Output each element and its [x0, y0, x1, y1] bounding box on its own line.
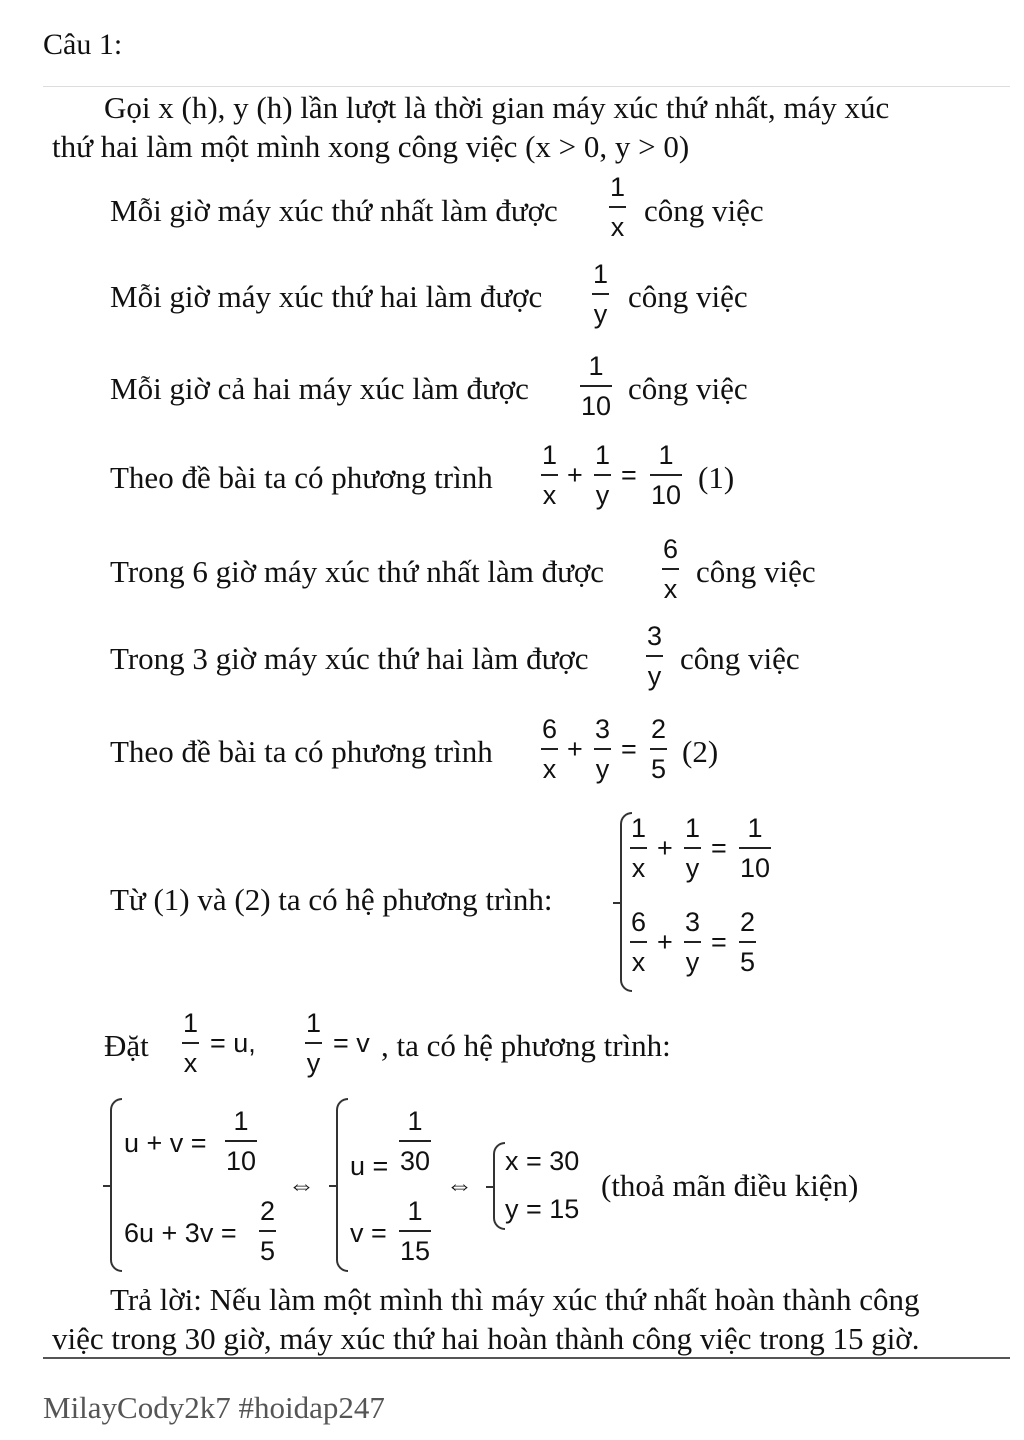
result-x: x = 30	[505, 1146, 580, 1176]
line-3-unit: công việc	[628, 371, 748, 406]
denominator: 10	[740, 853, 771, 883]
condition-note: (thoả mãn điều kiện)	[601, 1168, 859, 1203]
numerator: 1	[747, 813, 763, 843]
system-2-brace	[336, 1098, 348, 1272]
denominator: y	[306, 1048, 321, 1078]
numerator: 1	[542, 440, 558, 470]
line-1-unit: công việc	[644, 193, 764, 228]
sys2-frac-1-over-15	[399, 1198, 431, 1265]
line-1-text: Mỗi giờ máy xúc thứ nhất làm được	[110, 193, 558, 228]
fraction-1-over-10	[580, 353, 612, 420]
answer-line-2: việc trong 30 giờ, máy xúc thứ hai hoàn thành công việc trong 15 giờ.	[52, 1321, 920, 1356]
signature: MilayCody2k7 #hoidap247	[43, 1390, 385, 1425]
sys2-frac-1-over-30	[399, 1108, 431, 1175]
numerator: 2	[651, 714, 667, 744]
numerator: 1	[407, 1196, 423, 1226]
numerator: 2	[260, 1196, 276, 1226]
equation-2-tag: (2)	[682, 734, 719, 769]
numerator: 1	[595, 440, 611, 470]
denominator: 5	[651, 754, 667, 784]
numerator: 3	[685, 907, 701, 937]
denominator: y	[685, 853, 700, 883]
fraction-6-over-x	[662, 536, 679, 603]
line-6-text: Trong 3 giờ máy xúc thứ hai làm được	[110, 641, 589, 676]
denominator: 10	[651, 480, 682, 510]
sys-frac-1-over-10	[739, 815, 771, 882]
line-6-unit: công việc	[680, 641, 800, 676]
substitution-tail: , ta có hệ phương trình:	[381, 1028, 671, 1063]
intro-line-1: Gọi x (h), y (h) lần lượt là thời gian máy xúc thứ nhất, máy xúc	[104, 90, 890, 125]
denominator: 5	[740, 947, 756, 977]
numerator: 1	[407, 1106, 423, 1136]
denominator: y	[593, 299, 608, 329]
sys1-frac-1-over-10	[225, 1108, 257, 1175]
equals-sign: =	[711, 927, 727, 957]
equivalence-symbol-1: ⇔	[288, 1170, 315, 1200]
denominator: x	[542, 480, 557, 510]
denominator: 30	[400, 1146, 431, 1176]
substitution-label: Đặt	[104, 1028, 149, 1063]
numerator: 1	[593, 259, 609, 289]
numerator: 1	[588, 351, 604, 381]
result-y: y = 15	[505, 1194, 580, 1224]
line-7-text: Theo đề bài ta có phương trình	[110, 734, 493, 769]
equation-1-tag: (1)	[698, 460, 735, 495]
numerator: 1	[306, 1008, 322, 1038]
numerator: 1	[658, 440, 674, 470]
numerator: 6	[631, 907, 647, 937]
sub-frac-1-over-x	[182, 1010, 199, 1077]
fraction-1-over-y	[592, 261, 609, 328]
plus-sign: +	[657, 833, 673, 863]
plus-sign: +	[657, 927, 673, 957]
line-4-text: Theo đề bài ta có phương trình	[110, 460, 493, 495]
numerator: 2	[740, 907, 756, 937]
numerator: 1	[610, 172, 626, 202]
equivalence-symbol-2: ⇔	[446, 1170, 473, 1200]
denominator: y	[647, 661, 662, 691]
equals-sign: =	[621, 460, 637, 490]
denominator: y	[595, 754, 610, 784]
v-assignment: = v	[333, 1028, 370, 1058]
denominator: 10	[581, 391, 612, 421]
denominator: x	[183, 1048, 198, 1078]
fraction-3-over-y	[646, 623, 663, 690]
line-2-unit: công việc	[628, 279, 748, 314]
numerator: 6	[542, 714, 558, 744]
sys-frac-3-over-y	[684, 909, 701, 976]
denominator: 5	[260, 1236, 276, 1266]
line-2-text: Mỗi giờ máy xúc thứ hai làm được	[110, 279, 543, 314]
eq2-frac-2-over-5	[650, 716, 667, 783]
denominator: x	[663, 574, 678, 604]
sys2-eq-a-lhs: u =	[350, 1151, 389, 1181]
denominator: x	[631, 853, 646, 883]
sub-frac-1-over-y	[305, 1010, 322, 1077]
question-heading: Câu 1:	[43, 28, 123, 61]
sys1-eq-b-lhs: 6u + 3v =	[124, 1218, 237, 1248]
denominator: x	[542, 754, 557, 784]
line-3-text: Mỗi giờ cả hai máy xúc làm được	[110, 371, 529, 406]
denominator: y	[595, 480, 610, 510]
numerator: 1	[233, 1106, 249, 1136]
sys-frac-2-over-5	[739, 909, 756, 976]
fraction-1-over-x	[609, 174, 626, 241]
denominator: x	[610, 212, 625, 242]
sys-frac-6-over-x	[630, 909, 647, 976]
numerator: 6	[663, 534, 679, 564]
denominator: x	[631, 947, 646, 977]
numerator: 1	[183, 1008, 199, 1038]
eq2-frac-6-over-x	[541, 716, 558, 783]
numerator: 1	[685, 813, 701, 843]
denominator: 10	[226, 1146, 257, 1176]
sys-frac-1-over-y	[684, 815, 701, 882]
top-divider	[43, 86, 1010, 87]
line-5-unit: công việc	[696, 554, 816, 589]
eq1-frac-1-over-10	[650, 442, 682, 509]
numerator: 1	[631, 813, 647, 843]
bottom-divider	[43, 1357, 1010, 1359]
sys-frac-1-over-x	[630, 815, 647, 882]
line-5-text: Trong 6 giờ máy xúc thứ nhất làm được	[110, 554, 605, 589]
numerator: 3	[647, 621, 663, 651]
plus-sign: +	[567, 734, 583, 764]
system-1-brace	[110, 1098, 122, 1272]
eq1-frac-1-over-x	[541, 442, 558, 509]
plus-sign: +	[567, 460, 583, 490]
numerator: 3	[595, 714, 611, 744]
intro-line-2: thứ hai làm một mình xong công việc (x > 0, y > 0)	[52, 129, 690, 164]
sys2-eq-b-lhs: v =	[350, 1218, 387, 1248]
eq2-frac-3-over-y	[594, 716, 611, 783]
sys1-eq-a-lhs: u + v =	[124, 1128, 207, 1158]
answer-line-1: Trả lời: Nếu làm một mình thì máy xúc thứ nhất hoàn thành công	[110, 1282, 920, 1317]
denominator: y	[685, 947, 700, 977]
system-3-brace	[493, 1142, 505, 1230]
equals-sign: =	[621, 734, 637, 764]
equals-sign: =	[711, 833, 727, 863]
sys1-frac-2-over-5	[259, 1198, 276, 1265]
line-8-text: Từ (1) và (2) ta có hệ phương trình:	[110, 882, 553, 917]
eq1-frac-1-over-y	[594, 442, 611, 509]
denominator: 15	[400, 1236, 431, 1266]
u-assignment: = u,	[210, 1028, 256, 1058]
